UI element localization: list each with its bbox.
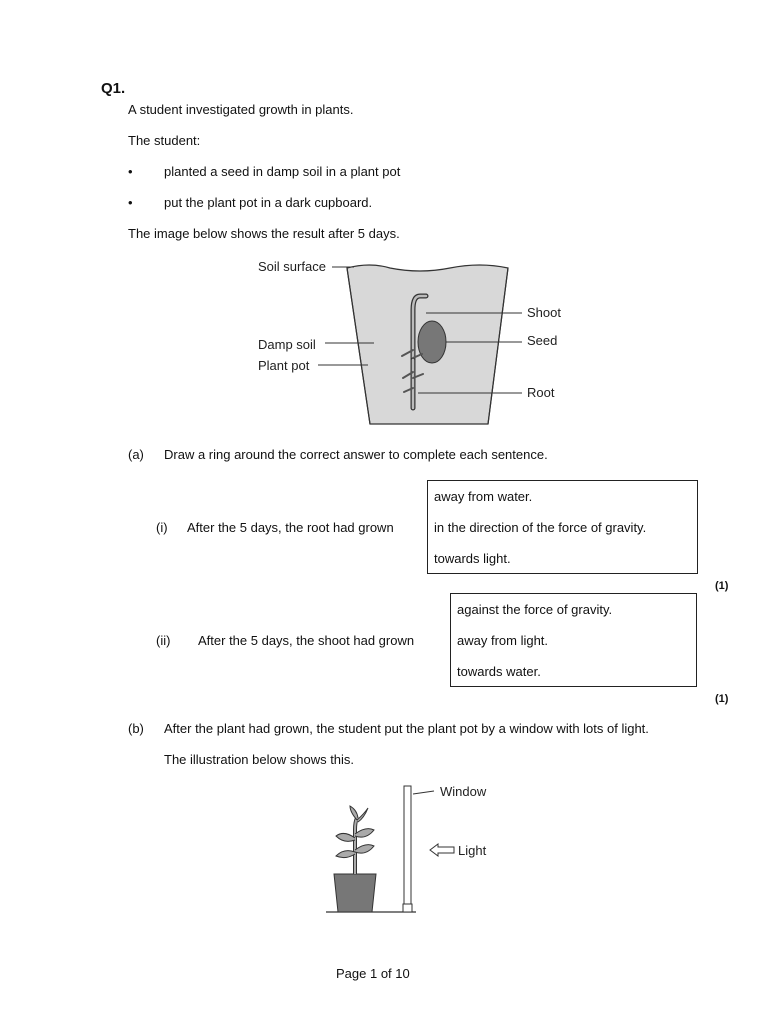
plant-pot-shape [334, 874, 376, 912]
option-ii-1[interactable]: against the force of gravity. [457, 602, 613, 617]
question-intro: A student investigated growth in plants. [128, 102, 354, 117]
bullet-2: • [128, 195, 133, 210]
part-b-text: After the plant had grown, the student put the plant pot by a window with lots of light. [164, 721, 649, 736]
label-seed: Seed [527, 333, 558, 348]
light-arrow-icon [430, 844, 454, 856]
window-frame [404, 786, 411, 906]
option-i-2[interactable]: in the direction of the force of gravity. [434, 520, 647, 535]
part-b-caption: The illustration below shows this. [164, 752, 355, 767]
part-a-ii-sentence: After the 5 days, the shoot had grown [198, 633, 415, 648]
seed-shape [418, 321, 446, 363]
the-student-label: The student: [128, 133, 201, 148]
marks-ii: (1) [715, 693, 729, 705]
option-i-1[interactable]: away from water. [434, 489, 533, 504]
window-plant-diagram [320, 778, 520, 918]
label-damp-soil: Damp soil [258, 337, 316, 352]
label-light: Light [458, 843, 487, 858]
part-b-label: (b) [128, 721, 144, 736]
option-ii-3[interactable]: towards water. [457, 664, 541, 679]
bullet-text-1: planted a seed in damp soil in a plant pot [164, 164, 401, 179]
part-a-label: (a) [128, 447, 144, 462]
option-i-3[interactable]: towards light. [434, 551, 511, 566]
page-footer: Page 1 of 10 [336, 966, 410, 981]
part-a-ii-label: (ii) [156, 633, 171, 648]
label-soil-surface: Soil surface [258, 259, 326, 274]
image-caption: The image below shows the result after 5 days. [128, 226, 400, 241]
seed-pot-diagram [250, 250, 580, 430]
label-window: Window [440, 784, 487, 799]
part-a-instruction: Draw a ring around the correct answer to complete each sentence. [164, 447, 548, 462]
part-a-i-sentence: After the 5 days, the root had grown [187, 520, 394, 535]
marks-i: (1) [715, 580, 729, 592]
bullet-text-2: put the plant pot in a dark cupboard. [164, 195, 373, 210]
part-a-i-label: (i) [156, 520, 168, 535]
option-ii-2[interactable]: away from light. [457, 633, 549, 648]
label-root: Root [527, 385, 555, 400]
bullet-1: • [128, 164, 133, 179]
label-plant-pot: Plant pot [258, 358, 310, 373]
question-number: Q1. [101, 80, 126, 97]
label-shoot: Shoot [527, 305, 561, 320]
